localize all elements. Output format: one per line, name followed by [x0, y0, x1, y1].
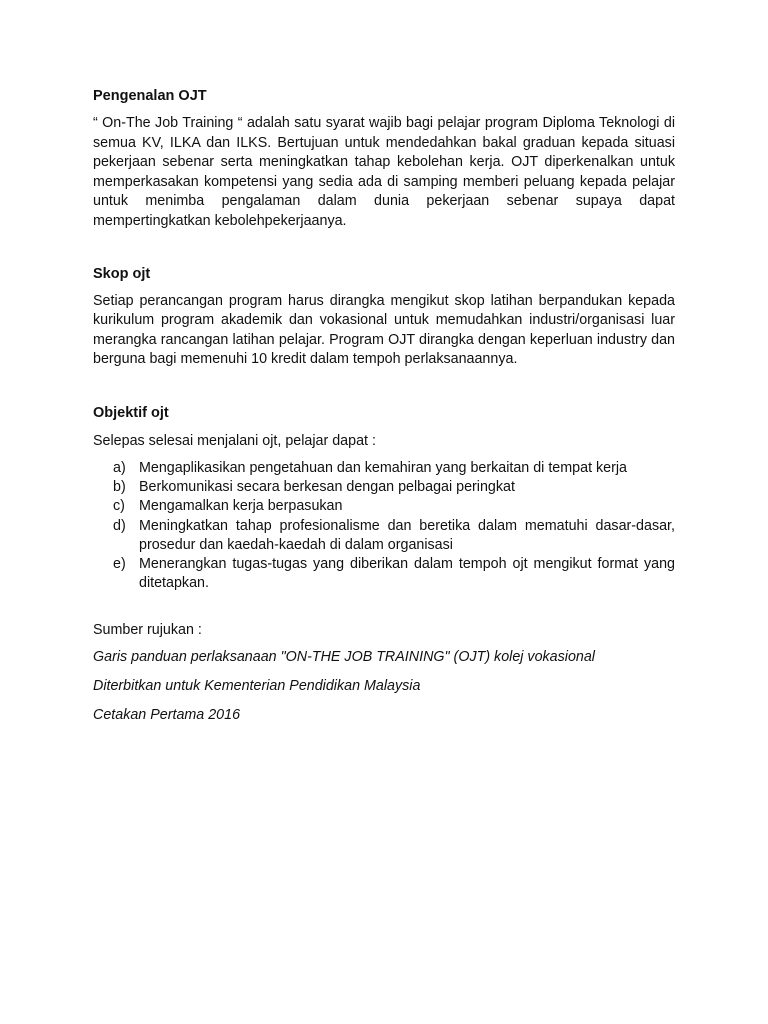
list-item: [93, 478, 675, 497]
section-objectives: [93, 403, 675, 593]
list-marker: e): [113, 555, 126, 572]
section-intro: [93, 86, 675, 232]
list-marker: c): [113, 498, 125, 515]
list-marker: b): [113, 479, 126, 496]
source-edition: Cetakan Pertama 2016: [93, 707, 241, 724]
list-marker: d): [113, 517, 126, 534]
document-page: [93, 86, 675, 734]
objectives-intro: Selepas selesai menjalani ojt, pelajar dapat :: [93, 432, 376, 449]
list-item-text: Mengamalkan kerja berpasukan: [139, 498, 343, 515]
list-item-text: Meningkatkan tahap profesionalisme dan beretika dalam mematuhi dasar-dasar, prosedur dan kaedah-kaedah di dalam organisasi: [139, 517, 675, 553]
source-guide-title: Garis panduan perlaksanaan "ON-THE JOB TRAINING" (OJT) kolej vokasional: [93, 649, 595, 666]
sources-heading: Sumber rujukan :: [93, 622, 202, 639]
list-marker: a): [113, 459, 126, 476]
list-item: [93, 459, 675, 478]
section-scope: [93, 264, 675, 370]
section-sources: [93, 620, 675, 725]
scope-paragraph: Setiap perancangan program harus dirangka mengikut skop latihan berpandukan kepada kurikulum program akademik dan vokasional untuk memudahkan industri/organisasi luar merangka rancangan latihan pelajar. Program OJT dirangka dengan keperluan industry dan berguna bagi memenuhi 10 kredit dalam tempoh perlaksanaannya.: [93, 292, 675, 368]
section-heading-intro: Pengenalan OJT: [93, 88, 207, 104]
list-item-text: Mengaplikasikan pengetahuan dan kemahiran yang berkaitan di tempat kerja: [139, 459, 627, 476]
list-item-text: Menerangkan tugas-tugas yang diberikan dalam tempoh ojt mengikut format yang ditetapkan.: [139, 555, 675, 592]
list-item: [93, 497, 675, 516]
list-item: [93, 555, 675, 593]
list-item-text: Berkomunikasi secara berkesan dengan pelbagai peringkat: [139, 479, 515, 496]
intro-paragraph: “ On-The Job Training “ adalah satu syarat wajib bagi pelajar program Diploma Teknologi di semua KV, ILKA dan ILKS. Bertujuan untuk mendedahkan bakal graduan kepada situasi pekerjaan sebenar serta meningkatkan tahap kebolehan kerja. OJT diperkenalkan untuk memperkasakan kompetensi yang sedia ada di samping memberi peluang kepada pelajar untuk menimba pengalaman dalam dunia pekerjaan sebenar supaya dapat mempertingkatkan kebolehpekerjaanya.: [93, 115, 675, 229]
section-heading-scope: Skop ojt: [93, 265, 151, 282]
list-item: [93, 517, 675, 555]
section-heading-objectives: Objektif ojt: [93, 404, 169, 421]
objectives-list: [93, 459, 675, 593]
source-publisher: Diterbitkan untuk Kementerian Pendidikan Malaysia: [93, 678, 421, 695]
